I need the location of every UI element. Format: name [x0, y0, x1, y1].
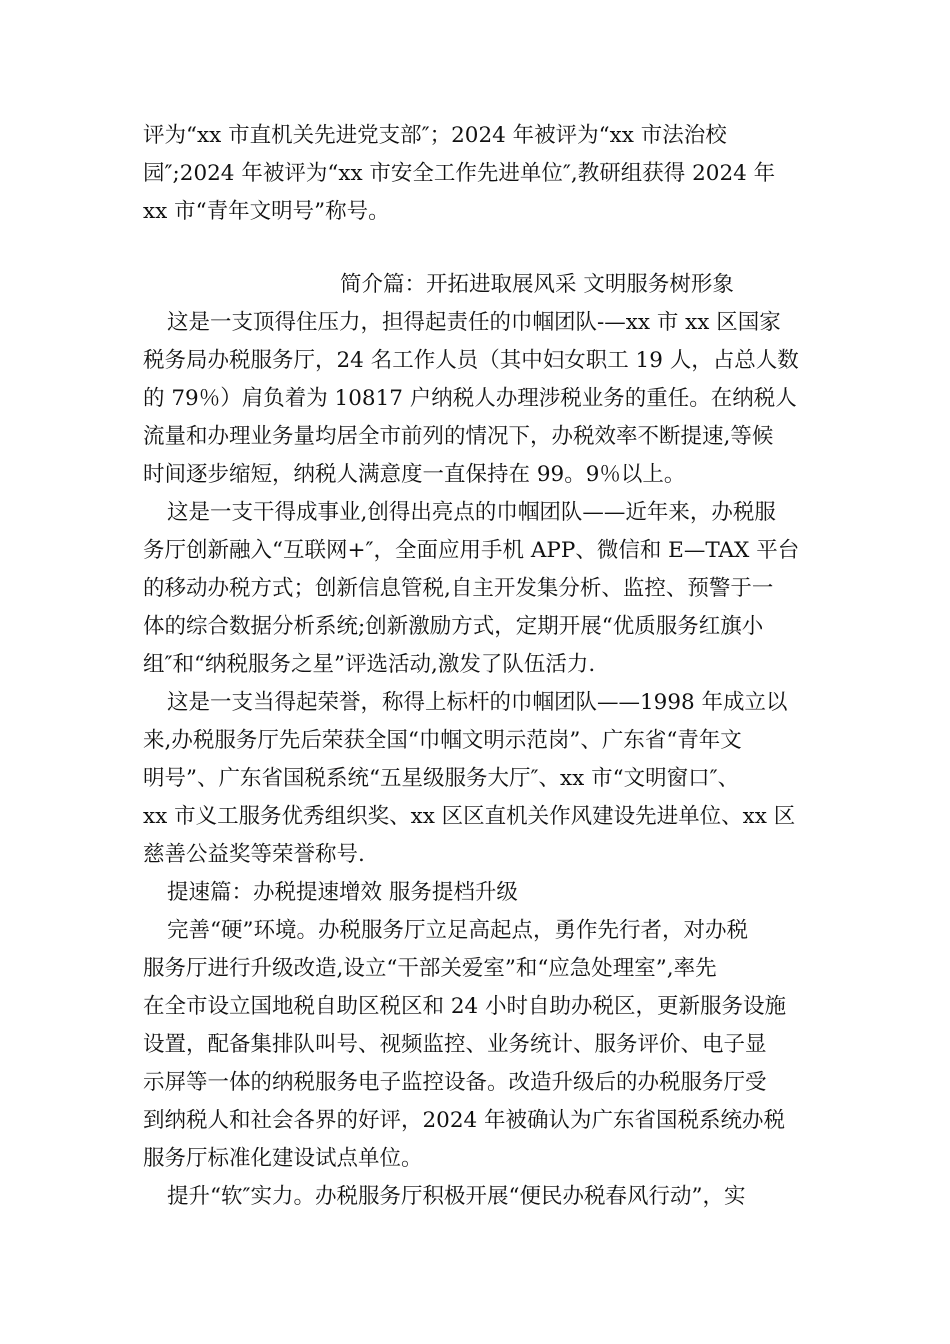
text-line: 这是一支当得起荣誉，称得上标杆的巾帼团队——1998 年成立以 [167, 690, 788, 715]
text-line: 务厅创新融入“互联网+″，全面应用手机 APP、微信和 E—TAX 平台 [143, 538, 800, 563]
text-line: 示屏等一体的纳税服务电子监控设备。改造升级后的办税服务厅受 [143, 1070, 767, 1095]
text-line: xx 市“青年文明号”称号。 [143, 199, 390, 224]
text-line: 来,办税服务厅先后荣获全国“巾帼文明示范岗”、广东省“青年文 [143, 728, 742, 753]
text-line: 园″;2024 年被评为“xx 市安全工作先进单位″,教研组获得 2024 年 [143, 161, 776, 186]
text-line: 流量和办理业务量均居全市前列的情况下，办税效率不断提速,等候 [143, 424, 774, 449]
text-line: 这是一支顶得住压力，担得起责任的巾帼团队-—xx 市 xx 区国家 [167, 310, 781, 335]
text-line: 的 79％）肩负着为 10817 户纳税人办理涉税业务的重任。在纳税人 [143, 386, 797, 411]
text-line: 组″和“纳税服务之星”评选活动,激发了队伍活力. [143, 652, 596, 677]
text-line: 慈善公益奖等荣誉称号. [143, 842, 365, 867]
text-line: 这是一支干得成事业,创得出亮点的巾帼团队——近年来，办税服 [167, 500, 776, 525]
text-line: 服务厅进行升级改造,设立“干部关爱室”和“应急处理室”,率先 [143, 956, 717, 981]
text-line: 明号”、广东省国税系统“五星级服务大厅″、xx 市“文明窗口″、 [143, 766, 740, 791]
text-line: 提升“软″实力。办税服务厅积极开展“便民办税春风行动”，实 [167, 1184, 746, 1209]
text-line: 税务局办税服务厅，24 名工作人员（其中妇女职工 19 人，占总人数 [143, 348, 799, 373]
text-line: 设置，配备集排队叫号、视频监控、业务统计、服务评价、电子显 [143, 1032, 767, 1057]
section-heading-speed: 提速篇：办税提速增效 服务提档升级 [167, 880, 518, 905]
text-line: 服务厅标准化建设试点单位。 [143, 1146, 423, 1171]
text-line: 时间逐步缩短，纳税人满意度一直保持在 99。9％以上。 [143, 462, 686, 487]
section-heading-intro: 简介篇：开拓进取展风采 文明服务树形象 [340, 272, 734, 297]
text-line: 完善“硬”环境。办税服务厅立足高起点，勇作先行者，对办税 [167, 918, 748, 943]
text-line: 评为“xx 市直机关先进党支部″；2024 年被评为“xx 市法治校 [143, 123, 727, 148]
text-line: xx 市义工服务优秀组织奖、xx 区区直机关作风建设先进单位、xx 区 [143, 804, 796, 829]
text-line: 的移动办税方式；创新信息管税,自主开发集分析、监控、预警于一 [143, 576, 774, 601]
text-line: 体的综合数据分析系统;创新激励方式，定期开展“优质服务红旗小 [143, 614, 764, 639]
text-line: 在全市设立国地税自助区税区和 24 小时自助办税区，更新服务设施 [143, 994, 787, 1019]
text-line: 到纳税人和社会各界的好评，2024 年被确认为广东省国税系统办税 [143, 1108, 786, 1133]
